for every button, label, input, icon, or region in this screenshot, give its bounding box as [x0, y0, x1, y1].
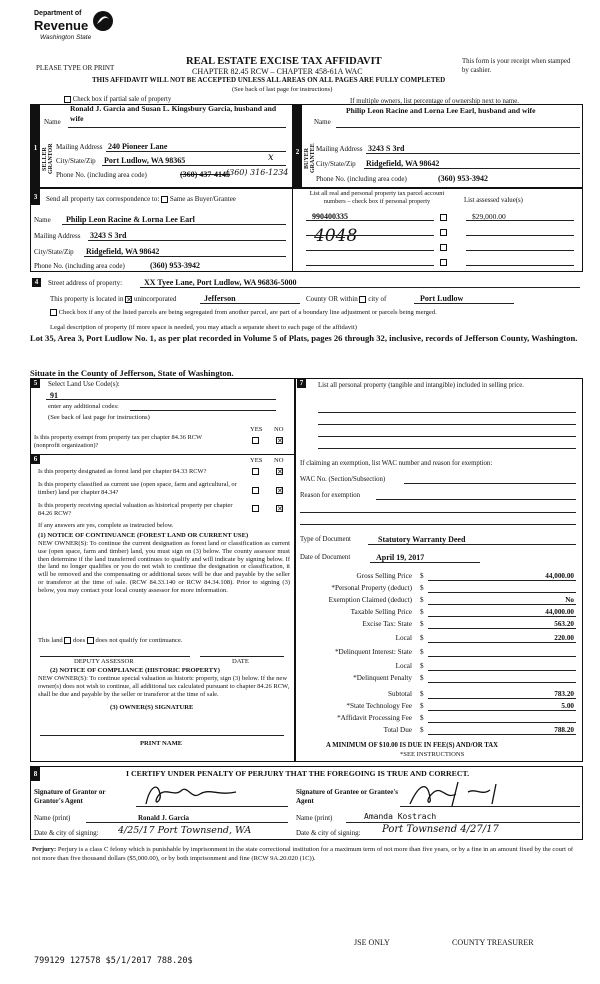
- tax-row-label: Local: [395, 634, 412, 642]
- seller-mailing-label: Mailing Address: [56, 143, 103, 151]
- parcel-2-checkbox[interactable]: [440, 229, 447, 236]
- seller-side-label: SELLER GRANTOR: [42, 143, 54, 175]
- notice2-title: (2) NOTICE OF COMPLIANCE (HISTORIC PROPERTY): [50, 667, 220, 674]
- street-address: XX Tyee Lane, Port Ludlow, WA 96836-5000: [144, 278, 297, 287]
- grantee-sig-line: [400, 806, 580, 807]
- tax-row-currency: $: [420, 634, 424, 642]
- notice2-text: NEW OWNER(S): To continue special valuation as historic property, sign (3) below. If the new owner(s) does not wish to continue, all additional tax calculated pursuant to chapter 84.26 RCW, shall be due and payable by the seller or transferor at the time of sale.: [38, 675, 290, 698]
- use-only: JSE ONLY: [354, 938, 390, 947]
- certify-text: I CERTIFY UNDER PENALTY OF PERJURY THAT THE FOREGOING IS TRUE AND CORRECT.: [126, 769, 470, 778]
- historic-no-checkbox[interactable]: ✕: [277, 505, 283, 513]
- buyer-mailing-label: Mailing Address: [316, 145, 363, 153]
- wac-label: WAC No. (Section/Subsection): [300, 476, 386, 483]
- within-city-checkbox[interactable]: [359, 296, 366, 303]
- tax-row-currency: $: [420, 690, 424, 698]
- doc-date-line: [370, 562, 480, 563]
- tax-row-currency: $: [420, 596, 424, 604]
- tax-row-label: Taxable Selling Price: [350, 608, 412, 616]
- tax-row-label: Subtotal: [388, 690, 412, 698]
- does-checkbox[interactable]: [64, 637, 71, 644]
- grantee-signature: [406, 778, 516, 808]
- reason-label: Reason for exemption: [300, 492, 361, 499]
- grantor-name: Ronald J. Garcia: [138, 814, 190, 822]
- receipt-stamp: 799129 127578 $5/1/2017 788.20$: [34, 956, 193, 966]
- doc-type-label: Type of Document: [300, 536, 351, 543]
- section-4-marker: 4: [32, 278, 41, 287]
- tax-row-value: 44,000.00: [545, 572, 574, 580]
- s6-no: NO: [274, 457, 284, 464]
- logo-state: Washington State: [40, 34, 92, 41]
- corr-mailing: 3243 S 3rd: [90, 231, 127, 240]
- print-name-label: PRINT NAME: [140, 740, 183, 747]
- assessed-header: List assessed value(s): [464, 197, 523, 204]
- located-in-label: This property is located in: [50, 295, 124, 303]
- buyer-phone: (360) 953-3942: [438, 174, 488, 183]
- parcel-handwritten: 4048: [314, 226, 358, 246]
- parcel-1-checkbox[interactable]: [440, 214, 447, 221]
- property-city: Port Ludlow: [420, 294, 464, 303]
- corr-name-line: [62, 224, 286, 225]
- personal-property-label: List all personal property (tangible and intangible) included in selling price.: [318, 382, 524, 389]
- logo-revenue: Revenue: [34, 18, 89, 33]
- seller-mailing-line: [106, 151, 286, 152]
- parcel-header: List all real and personal property tax parcel account numbers – check box if personal property: [309, 190, 445, 205]
- tax-row-label: Exemption Claimed (deduct): [328, 596, 412, 604]
- historic-question: Is this property receiving special valuation as historical property per chapter 84.26 RCW?: [38, 502, 233, 517]
- county-or-label: [306, 295, 386, 303]
- tax-row-label: *Personal Property (deduct): [331, 584, 412, 592]
- buyer-mailing-line: [366, 153, 580, 154]
- deputy-label: DEPUTY ASSESSOR: [74, 658, 134, 665]
- reason-line-2: [300, 512, 576, 513]
- historic-yes-checkbox[interactable]: [252, 505, 259, 512]
- tax-row-label: Total Due: [383, 726, 412, 734]
- this-land-label: This land: [38, 637, 63, 645]
- deputy-line: [40, 656, 190, 657]
- assessed-1: $29,000.00: [472, 212, 506, 221]
- street-label: Street address of property:: [48, 279, 123, 287]
- notice1-title: (1) NOTICE OF CONTINUANCE (FOREST LAND OR CURRENT USE): [38, 532, 249, 539]
- logo-swirl-icon: [92, 10, 114, 32]
- buyer-name-line: [336, 127, 580, 128]
- doc-date: April 19, 2017: [376, 553, 425, 562]
- seller-phone-handwritten: (360) 316-1234: [226, 168, 289, 177]
- tax-row-currency: $: [420, 674, 424, 682]
- partial-sale-label: Check box if partial sale of property: [72, 96, 172, 104]
- tax-row-currency: $: [420, 726, 424, 734]
- land-use-code: 91: [50, 391, 58, 400]
- grantee-name-label: Name (print): [296, 814, 333, 822]
- segregated-checkbox[interactable]: [50, 309, 57, 316]
- section-1-marker: 1: [31, 104, 40, 188]
- buyer-mailing: 3243 S 3rd: [368, 144, 405, 153]
- grantee-name: Amanda Kostrach: [364, 812, 437, 821]
- seller-name-label: Name: [44, 118, 61, 126]
- seller-phone: (360) 437-4145: [180, 170, 230, 179]
- county-line: [200, 303, 300, 304]
- grantee-name-line: [346, 822, 580, 823]
- grantee-date-label: Date & city of signing:: [296, 829, 361, 837]
- county-value: Jefferson: [204, 294, 236, 303]
- seller-x-mark: x: [268, 152, 274, 163]
- perjury-text: Perjury is a class C felony which is punishable by imprisonment in the state correctional institution for a maximum term of not more than five years, or by a fine in an amount fixed by the court of not more than five thousand dollars ($5,000.00), or by both imprisonment and fine (RCW 9A.20.020 (1C)).: [32, 846, 574, 862]
- corr-mailing-line: [88, 240, 286, 241]
- land-use-line: [46, 399, 276, 400]
- corr-city: Ridgefield, WA 98642: [86, 247, 160, 256]
- grantor-name-label: Name (print): [34, 814, 71, 822]
- section-6-top-rule: [30, 454, 295, 455]
- seller-name: Ronald J. Garcia and Susan L. Kingsbury Garcia, husband and wife: [70, 104, 277, 123]
- multiple-owners: If multiple owners, list percentage of ownership next to name.: [350, 98, 519, 105]
- correspondence-text: Send all property tax correspondence to:: [46, 195, 160, 203]
- corr-city-label: City/State/Zip: [34, 248, 74, 256]
- tax-row-currency: $: [420, 648, 424, 656]
- correspondence-label: [46, 195, 236, 203]
- doc-type: Statutory Warranty Deed: [378, 535, 466, 544]
- corr-mailing-label: Mailing Address: [34, 232, 81, 240]
- tax-row-label: Local: [395, 662, 412, 670]
- located-row: [50, 295, 176, 303]
- current-use-no-checkbox[interactable]: ✕: [277, 487, 283, 495]
- corr-city-line: [84, 256, 286, 257]
- logo-dept: Department of: [34, 10, 82, 17]
- exempt-no-checkbox[interactable]: ✕: [277, 437, 283, 445]
- reason-line: [376, 499, 576, 500]
- county-treasurer: COUNTY TREASURER: [452, 938, 534, 947]
- property-city-line: [414, 303, 514, 304]
- section-6-marker: 6: [31, 455, 40, 464]
- see-back: (See back of last page for instructions): [232, 86, 333, 93]
- buyer-phone-label: Phone No. (including area code): [316, 175, 407, 183]
- exempt-yes-checkbox[interactable]: [252, 437, 259, 444]
- revenue-logo: [34, 8, 124, 48]
- parcel-4-checkbox[interactable]: [440, 259, 447, 266]
- s6-yes: YES: [250, 457, 263, 464]
- land-use-see-back: (See back of last page for instructions): [48, 414, 150, 421]
- notice1-text: NEW OWNER(S): To continue the current designation as forest land or classification as current use (open space, farm and timber) land, you must sign on (3) below. The county assessor must then determine if the land transferred continues to qualify and will indicate by signing below. If the land no longer qualifies or you do not wish to continue the designation or classification, it will be removed and the compensating or additional taxes will be due and payable by the seller or transferor at the time of sale. (RCW 84.33.140 or RCW 84.34.108). Prior to signing (3) below, you may contact your local county assessor for more information.: [38, 540, 290, 594]
- tax-row-currency: $: [420, 714, 424, 722]
- section-7-marker: 7: [297, 379, 306, 388]
- segregated-label: Check box if any of the listed parcels are being segregated from another parcel, are part of a boundary line adjustment or parcels being merged.: [58, 309, 437, 317]
- grantee-sig-label: Signature of Grantee or Grantee's Agent: [296, 788, 399, 805]
- does-label: does: [73, 637, 86, 645]
- tax-row-value: 5.00: [561, 702, 574, 710]
- doc-type-line: [368, 544, 576, 545]
- grantor-name-line: [86, 822, 288, 823]
- corr-phone: (360) 953-3942: [150, 261, 200, 270]
- street-line: [140, 287, 580, 288]
- grantor-signature: [140, 780, 250, 808]
- tax-row-currency: $: [420, 584, 424, 592]
- minimum-due: A MINIMUM OF $10.00 IS DUE IN FEE(S) AND/OR TAX: [326, 742, 499, 749]
- owner-signature-label: (3) OWNER(S) SIGNATURE: [110, 704, 194, 711]
- parcel-3-checkbox[interactable]: [440, 244, 447, 251]
- reason-line-3: [300, 524, 576, 525]
- tax-row-label: Excise Tax: State: [362, 620, 412, 628]
- legal-label: Legal description of property (if more space is needed, you may attach a separate sheet to each page of the affidavit): [50, 324, 357, 331]
- city-of-label: city of: [368, 295, 387, 303]
- corr-name: Philip Leon Racine & Lorna Lee Earl: [66, 215, 195, 224]
- seller-name-line: [68, 127, 286, 128]
- grantor-sig-line: [136, 806, 288, 807]
- exemption-label: If claiming an exemption, list WAC number and reason for exemption:: [300, 460, 493, 467]
- situate: Situate in the County of Jefferson, State of Washington.: [30, 368, 234, 378]
- section-5-marker: 5: [31, 379, 40, 388]
- form-warning: THIS AFFIDAVIT WILL NOT BE ACCEPTED UNLESS ALL AREAS ON ALL PAGES ARE FULLY COMPLETED: [92, 76, 446, 84]
- tax-row-value: 44,000.00: [545, 608, 574, 616]
- forest-no-checkbox[interactable]: ✕: [277, 468, 283, 476]
- tax-row-currency: $: [420, 662, 424, 670]
- see-instructions: *SEE INSTRUCTIONS: [400, 751, 465, 758]
- corr-phone-label: Phone No. (including area code): [34, 262, 125, 270]
- this-land-row: [38, 637, 182, 644]
- type-or-print: PLEASE TYPE OR PRINT: [36, 64, 115, 72]
- buyer-city-label: City/State/Zip: [316, 160, 356, 168]
- current-use-question: Is this property classified as current use (open space, farm and agricultural, or timber) land per chapter 84.34?: [38, 481, 237, 496]
- tax-row-currency: $: [420, 572, 424, 580]
- unincorporated-label: unincorporated: [133, 295, 177, 303]
- date-label: DATE: [232, 658, 249, 665]
- tax-row-value: 788.20: [554, 726, 574, 734]
- buyer-city: Ridgefield, WA 98642: [366, 159, 440, 168]
- if-any-yes: If any answers are yes, complete as instructed below.: [38, 522, 174, 529]
- additional-codes: enter any additional codes:: [48, 403, 119, 410]
- land-use-yes: YES: [250, 426, 263, 433]
- legal-description: Lot 35, Area 3, Port Ludlow No. 1, as per plat recorded in Volume 5 of Plats, pages 26 through 32, inclusive, records of Jefferson County, Washington.: [30, 333, 578, 343]
- seller-city-label: City/State/Zip: [56, 157, 96, 165]
- segregated-row: [50, 309, 437, 316]
- tax-row-value: 563.20: [554, 620, 574, 628]
- same-as-buyer-label: Same as Buyer/Grantee: [169, 195, 236, 203]
- parcel-1: 990400335: [312, 212, 348, 221]
- buyer-name-label: Name: [314, 118, 331, 126]
- date-line: [200, 656, 284, 657]
- unincorporated-checkbox[interactable]: ✕: [126, 295, 133, 304]
- receipt-note: This form is your receipt when stamped by cashier.: [462, 58, 571, 74]
- land-use-label: Select Land Use Code(s):: [48, 380, 120, 388]
- does-not-label: does not qualify for continuance.: [95, 637, 183, 645]
- tax-row-label: *Delinquent Penalty: [353, 674, 412, 682]
- section-2-marker: 2: [293, 104, 302, 188]
- doc-date-label: Date of Document: [300, 554, 351, 561]
- tax-row-value: No: [565, 596, 574, 604]
- grantee-date-city: Port Townsend 4/27/17: [382, 824, 499, 835]
- tax-row-currency: $: [420, 608, 424, 616]
- county-or-text: County OR within: [306, 295, 358, 303]
- seller-phone-label: Phone No. (including area code): [56, 171, 147, 179]
- current-use-yes-checkbox[interactable]: [252, 487, 259, 494]
- tax-row-label: Gross Selling Price: [356, 572, 412, 580]
- partial-sale: [64, 96, 171, 103]
- does-not-checkbox[interactable]: [87, 637, 94, 644]
- tax-row-label: *State Technology Fee: [346, 702, 412, 710]
- additional-line: [130, 410, 276, 411]
- land-use-no: NO: [274, 426, 284, 433]
- seller-mailing: 240 Pioneer Lane: [108, 142, 168, 151]
- buyer-side-label: BUYER GRANTEE: [304, 143, 316, 173]
- form-title: REAL ESTATE EXCISE TAX AFFIDAVIT: [186, 56, 382, 67]
- correspondence-divider: [292, 188, 293, 272]
- tax-row-value: 220.00: [554, 634, 574, 642]
- same-as-buyer-checkbox[interactable]: [161, 196, 168, 203]
- perjury-label: Perjury:: [32, 846, 57, 853]
- partial-sale-checkbox[interactable]: [64, 96, 71, 103]
- tax-row-value: 783.20: [554, 690, 574, 698]
- corr-name-label: Name: [34, 216, 51, 224]
- forest-question: Is this property designated as forest land per chapter 84.33 RCW?: [38, 468, 207, 475]
- forest-yes-checkbox[interactable]: [252, 468, 259, 475]
- tax-row-label: *Delinquent Interest: State: [334, 648, 412, 656]
- owner-sig-line: [40, 735, 284, 736]
- tax-row-currency: $: [420, 702, 424, 710]
- grantor-date-city: 4/25/17 Port Townsend, WA: [118, 825, 252, 836]
- buyer-city-line: [364, 168, 580, 169]
- seller-city-line: [102, 165, 286, 166]
- buyer-name: Philip Leon Racine and Lorna Lee Earl, husband and wife: [346, 106, 536, 115]
- grantor-date-label: Date & city of signing:: [34, 829, 99, 837]
- grantor-sig-label: Signature of Grantor or Grantor's Agent: [34, 788, 106, 805]
- seller-city: Port Ludlow, WA 98365: [104, 156, 186, 165]
- section-3-marker: 3: [31, 189, 40, 205]
- tax-row-currency: $: [420, 620, 424, 628]
- perjury-notice: [32, 846, 582, 863]
- form-chapter: CHAPTER 82.45 RCW – CHAPTER 458-61A WAC: [192, 67, 363, 76]
- section-8-marker: 8: [31, 767, 40, 781]
- tax-row-label: *Affidavit Processing Fee: [337, 714, 412, 722]
- exempt-question: Is this property exempt from property tax per chapter 84.36 RCW (nonprofit organization)?: [34, 434, 202, 449]
- wac-line: [404, 483, 576, 484]
